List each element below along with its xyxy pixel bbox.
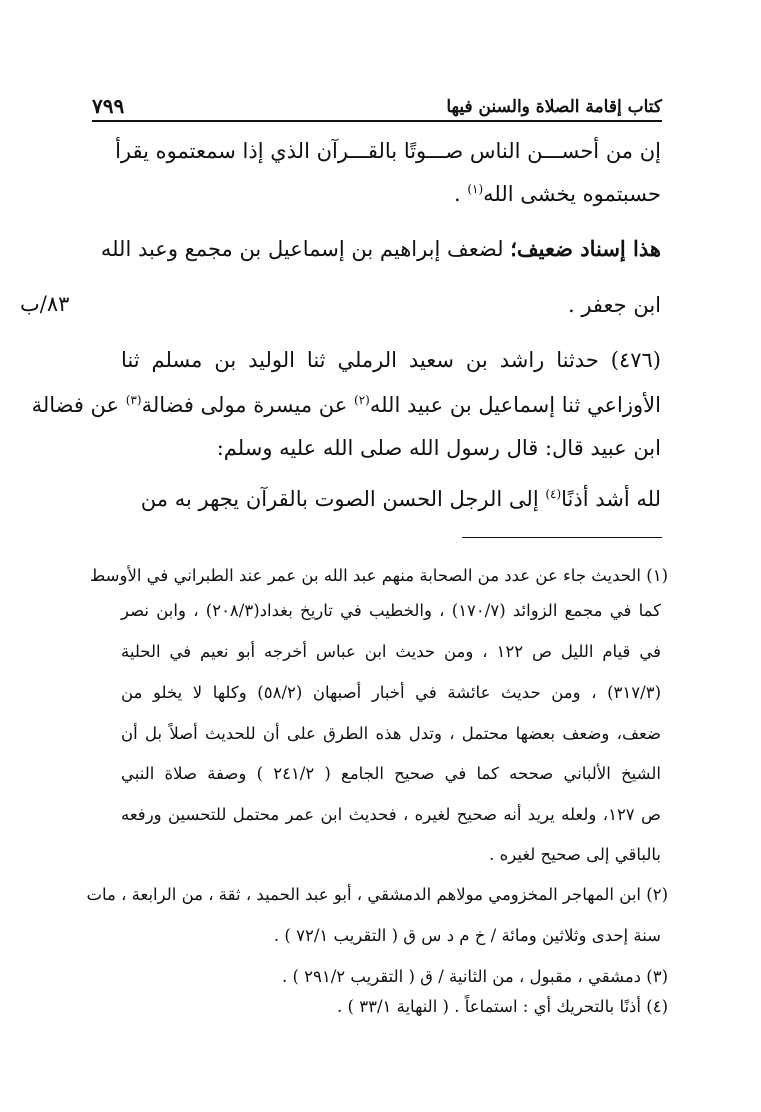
footnote-ref: (١) [467, 182, 484, 196]
text-line: هذا إسناد ضعيف؛ لضعف إبراهيم بن إسماعيل بن مجمع وعبد الله [100, 236, 661, 261]
footnote-3: (٣) دمشقي ، مقبول ، من الثانية / ق ( التقريب ٢٩١/٢ ) . [281, 967, 668, 986]
footnote-line: سنة إحدى وثلاثين ومائة / خ م د س ق ( التقريب ٧٢/١ ) . [273, 926, 661, 945]
hadith-line: (٤٧٦) حدثنا راشد بن سعيد الرملي ثنا الوليد بن مسلم ثنا [121, 348, 661, 372]
chapter-title: كتاب إقامة الصلاة والسنن فيها [446, 97, 662, 117]
footnote-line: (٣١٧/٣) ، ومن حديث عائشة في أخبار أصبهان (٥٨/٢) وكلها لا يخلو من [121, 683, 661, 702]
page-number: ٧٩٩ [92, 94, 125, 118]
running-header [92, 92, 662, 122]
manuscript-folio-note: ٨٣/ب [20, 292, 70, 316]
footnote-line: (٢) ابن المهاجر المخزومي مولاهم الدمشقي ، أبو عبد الحميد ، ثقة ، من الرابعة ، مات [86, 885, 668, 904]
hadith-line: لله أشد أذنًا$^{(٤)}$ إلى الرجل الحسن الصوت بالقرآن يجهر به من [140, 487, 661, 511]
footnote-line: في قيام الليل ص ١٢٢ ، ومن حديث ابن عباس أخرجه أبو نعيم في الحلية [121, 642, 661, 661]
footnote-line: بالباقي إلى صحيح لغيره . [489, 845, 661, 864]
footnote-ref: (٣) [125, 393, 142, 407]
text-line: إن من أحســـن الناس صـــوتًا بالقـــرآن الذي إذا سمعتموه يقرأ [115, 139, 661, 163]
footnote-ref: (٢) [354, 393, 370, 407]
hadith-line: الأوزاعي ثنا إسماعيل بن عبيد الله$^{(٢)}$ عن ميسرة مولى فضالة$^{(٣)}$ عن فضالة [31, 393, 661, 417]
footnote-line: الشيخ الألباني صححه كما في صحيح الجامع ( ٢٤١/٢ ) وصفة صلاة النبي [121, 764, 661, 783]
grading-label: هذا إسناد ضعيف؛ [510, 236, 661, 261]
footnote-4: (٤) أذنًا بالتحريك أي : استماعاً . ( النهاية ٣٣/١ ) . [337, 997, 668, 1016]
text-line: حسبتموه يخشى الله$^{(١)}$ . [453, 182, 661, 206]
text-line: ابن جعفر . [567, 293, 661, 317]
footnote-line: كما في مجمع الزوائد (١٧٠/٧) ، والخطيب في تاريخ بغداد(٢٠٨/٣) ، وابن نصر [121, 601, 661, 620]
footnote-divider [462, 537, 662, 538]
footnote-line: ضعف، وضعف بعضها محتمل ، وتدل هذه الطرق على أن للحديث أصلاً بل أن [121, 724, 661, 743]
footnote-line: ص ١٢٧، ولعله يريد أنه صحيح لغيره ، فحديث ابن عمر محتمل للتحسين ورفعه [121, 805, 661, 824]
hadith-line: ابن عبيد قال: قال رسول الله صلى الله عليه وسلم: [216, 436, 661, 460]
footnote-ref: (٤) [545, 487, 562, 501]
footnote-line: (١) الحديث جاء عن عدد من الصحابة منهم عبد الله بن عمر عند الطبراني في الأوسط [89, 566, 668, 585]
